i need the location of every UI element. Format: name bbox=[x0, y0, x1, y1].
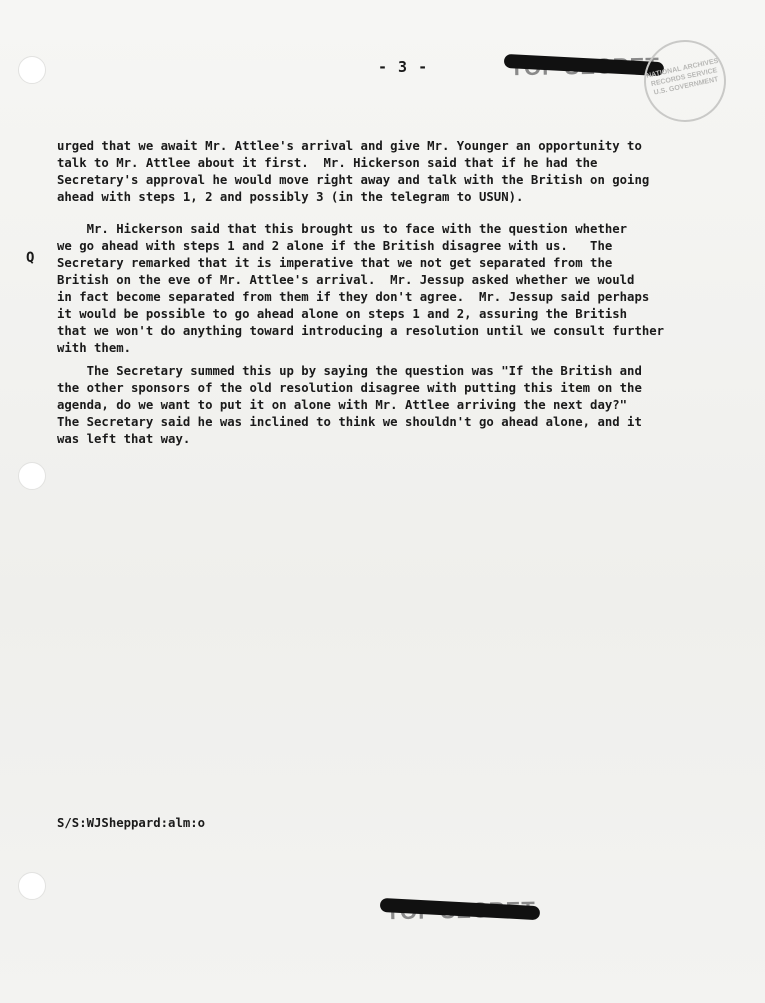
paragraph: urged that we await Mr. Attlee's arrival and give Mr. Younger an opportunity to talk to Mr. Attlee about it first. Mr. Hickerson said that if he had the Secretary's approval he would move right away and talk with the British on going ahead with steps 1, 2 and possibly 3 (in the telegram to USUN). bbox=[57, 139, 650, 204]
reference-initials: S/S:WJSheppard:alm:o bbox=[57, 816, 206, 830]
paragraph: Mr. Hickerson said that this brought us to face with the question whether we go ahead with steps 1 and 2 alone if the British disagree with us. The Secretary remarked that it is imperative that we not get separated from the British on the eve of Mr. Attlee's arrival. Mr. Jessup asked whether we would in fact become separated from them if they don't agree. Mr. Jessup said perhaps it would be possible to go ahead alone on steps 1 and 2, assuring the British that we won't do anything toward introducing a resolution until we consult further with them. bbox=[57, 222, 665, 355]
classification-marking-bottom bbox=[386, 897, 536, 926]
classification-marking-top bbox=[510, 53, 660, 82]
punch-hole bbox=[18, 462, 46, 490]
punch-hole bbox=[18, 872, 46, 900]
archive-stamp: NATIONAL ARCHIVES RECORDS SERVICE U.S. GOVERNMENT bbox=[636, 32, 733, 129]
page-number: - 3 - bbox=[378, 58, 429, 76]
paragraph: The Secretary summed this up by saying the question was "If the British and the other sponsors of the old resolution disagree with putting this item on the agenda, do we want to put it on alone with Mr. Attlee arriving the next day?" The Secretary said he was inclined to think we shouldn't go ahead alone, and it was left that way. bbox=[57, 364, 642, 446]
margin-annotation: Q bbox=[26, 250, 35, 266]
punch-hole bbox=[18, 56, 46, 84]
